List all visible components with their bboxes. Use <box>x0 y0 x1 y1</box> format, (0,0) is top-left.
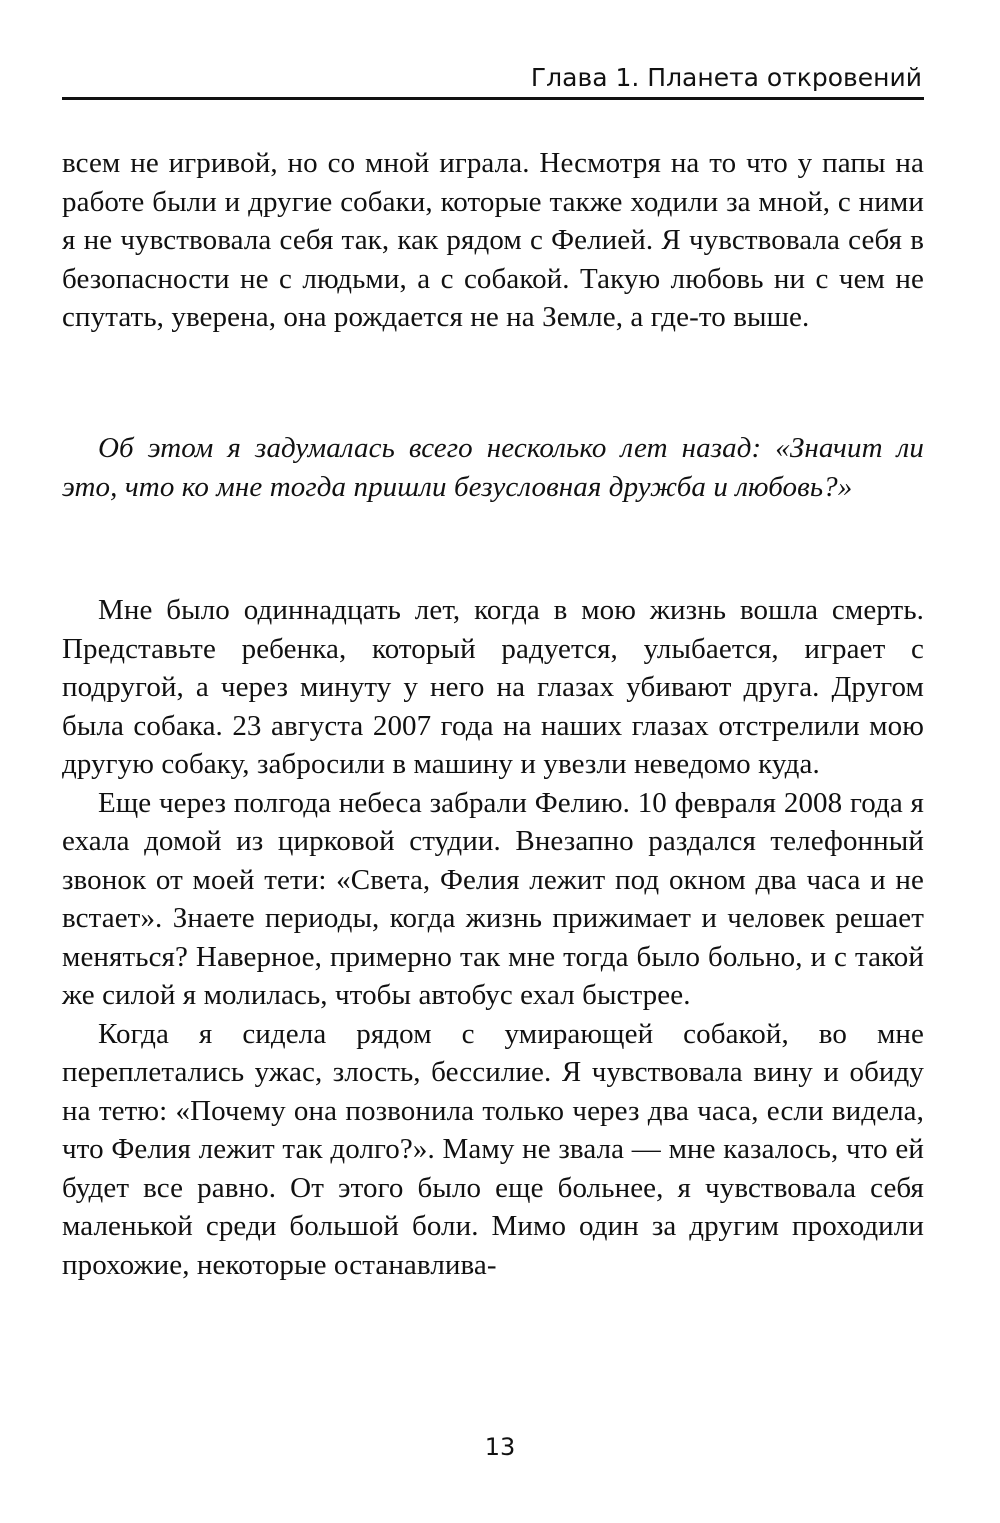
page-number: 13 <box>484 1433 516 1461</box>
paragraph-felia-lost: Еще через полгода небеса забрали Фелию. 10 февраля 2008 года я ехала домой из цирковой студии. Внезапно раздался телефонный звонок от моей тети: «Света, Фелия лежит под окном два часа и не встает». Знаете периоды, когда жизнь прижимает и человек решает меняться? Наверное, примерно так мне тогда было больно, и с такой же силой я молилась, чтобы автобус ехал быстрее. <box>62 786 924 1011</box>
paragraph-italic-reflection <box>62 429 924 506</box>
paragraph-text: Об этом я задумалась всего несколько лет назад: «Значит ли это, что ко мне тогда пришли безусловная дружба и любовь?» <box>62 432 924 503</box>
paragraph-continuation <box>62 144 924 337</box>
running-header <box>62 60 924 100</box>
body-section <box>62 591 924 1284</box>
paragraph-sitting-with-dog: Когда я сидела рядом с умирающей собакой, во мне переплетались ужас, злость, бессилие. Я чувствовала вину и обиду на тетю: «Почему она позвонила только через два часа, если видела, что Фелия лежит так долго?». Маму не звала — мне казалось, что ей будет все равно. От этого было еще больнее, я чувствовала себя маленькой среди большой боли. Мимо один за другим проходили прохожие, некоторые останавлива- <box>62 1017 924 1281</box>
chapter-title: Глава 1. Планета откровений <box>530 63 922 92</box>
paragraph-text: всем не игривой, но со мной играла. Несмотря на то что у папы на работе были и другие собаки, которые также ходили за мной, с ними я не чувствовала себя так, как рядом с Фелией. Я чувствовала себя в безопасности не с людьми, а с собакой. Такую любовь ни с чем не спутать, уверена, она рождается не на Земле, а где-то выше. <box>62 147 924 333</box>
paragraph-death-first-dog: Мне было одиннадцать лет, когда в мою жизнь вошла смерть. Представьте ребенка, который радуется, улыбается, играет с подругой, а через минуту у него на глазах убивают друга. Другом была собака. 23 августа 2007 года на наших глазах отстрелили мою другую собаку, забросили в машину и увезли неведомо куда. <box>62 594 924 780</box>
